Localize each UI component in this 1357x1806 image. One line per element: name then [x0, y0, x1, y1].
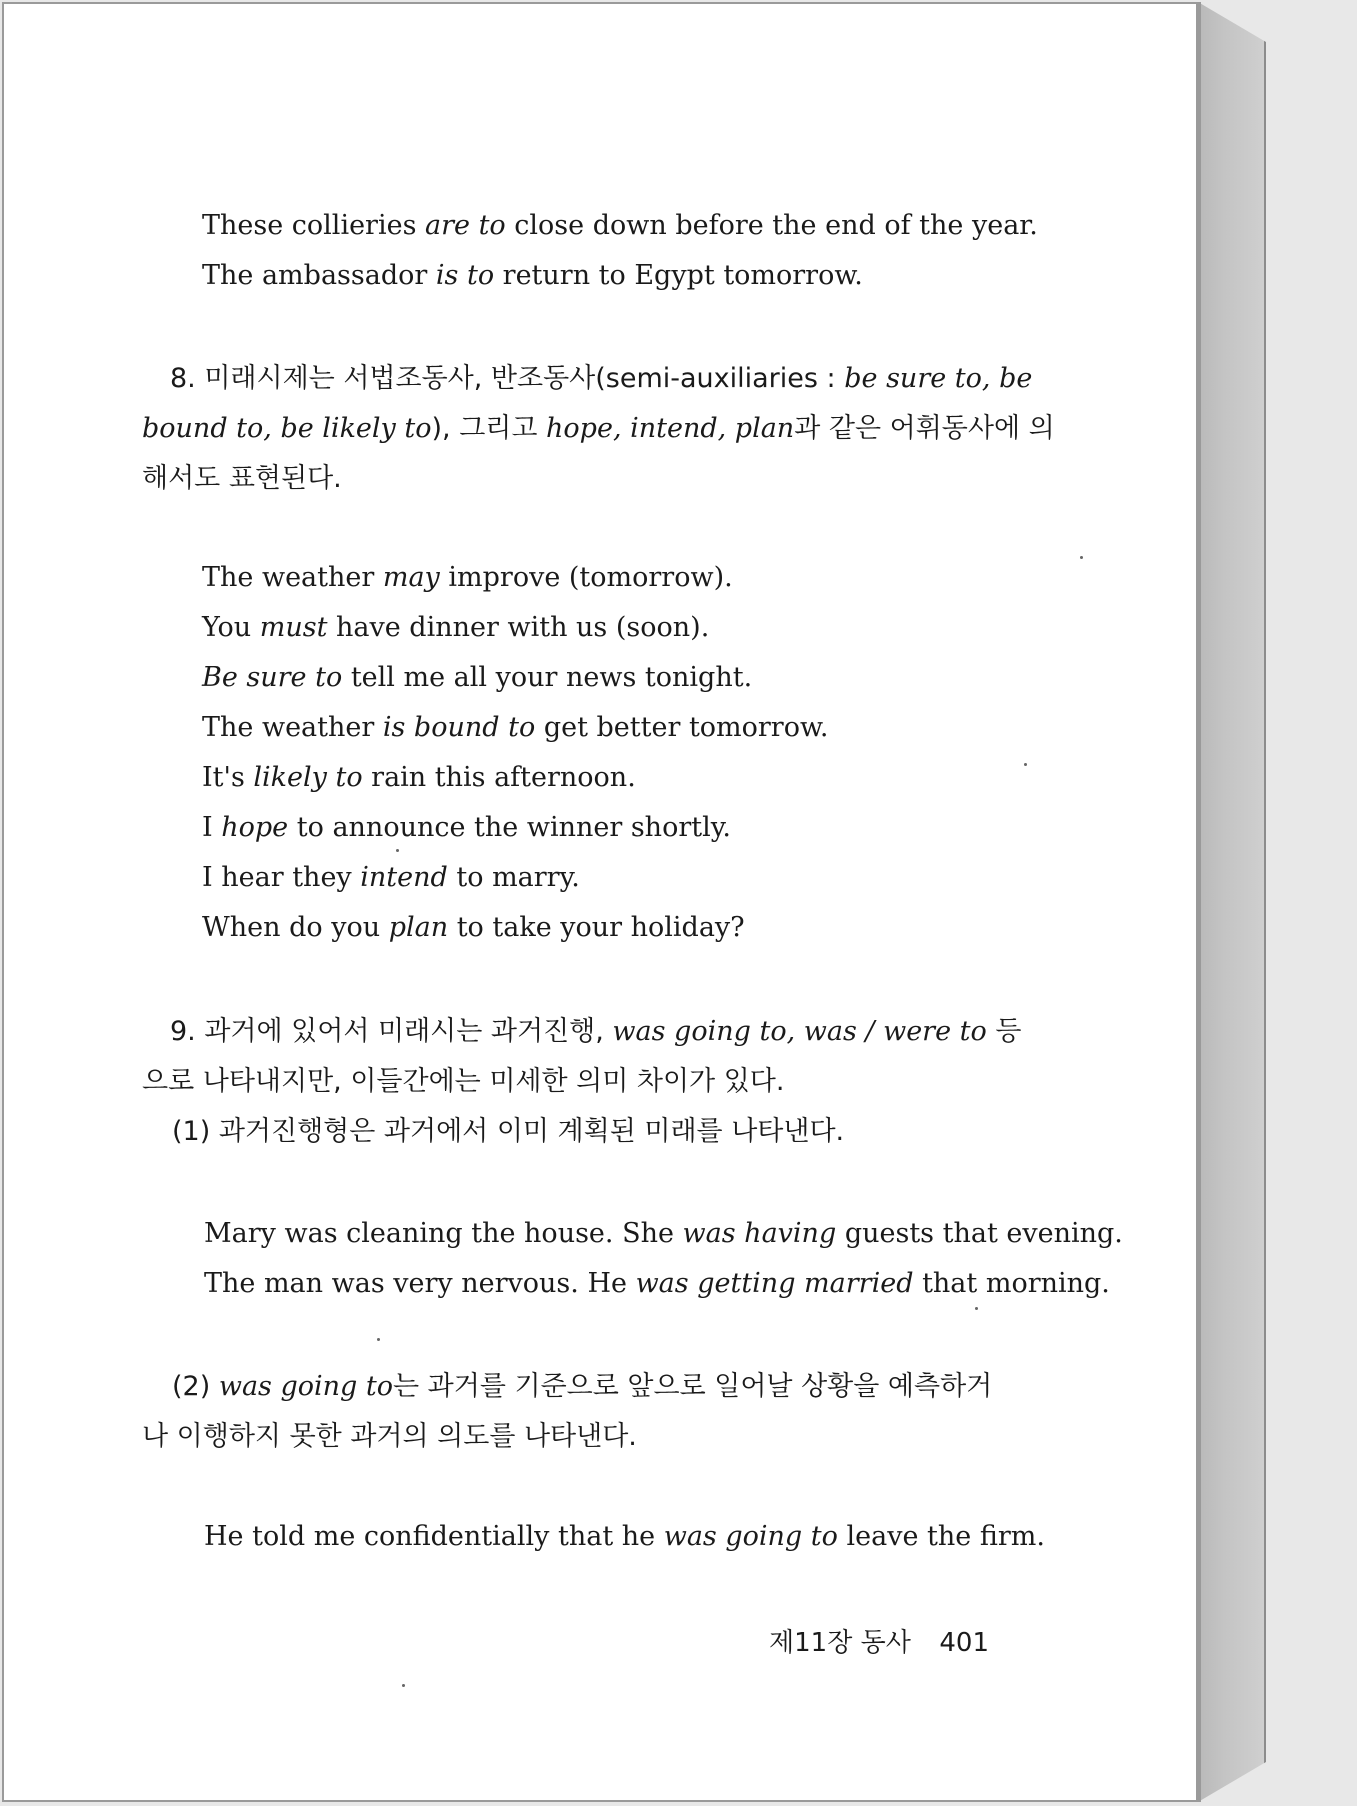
section8-line1 — [170, 362, 1032, 396]
sub2-line2: 나 이행하지 못한 과거의 의도를 나타낸다. — [142, 1421, 637, 1452]
paragraph-emphasis: hope, intend, plan — [546, 413, 795, 444]
section9-line2: 으로 나타내지만, 이들간에는 미세한 의미 차이가 있다. — [142, 1066, 785, 1097]
example-text: He told me confidentially that he — [204, 1521, 664, 1552]
book-spine — [1198, 2, 1266, 1802]
example-text: to marry. — [447, 862, 580, 893]
paragraph-text: ), 그리고 — [431, 413, 547, 444]
example-sentence — [202, 209, 1038, 243]
sub2-line1 — [172, 1370, 992, 1404]
example-emphasis: Be sure to — [202, 662, 343, 693]
example-sentence — [204, 1267, 1110, 1301]
page-number: 401 — [939, 1628, 989, 1658]
paragraph-emphasis: was going to — [218, 1371, 394, 1402]
scan-speck — [396, 849, 399, 852]
example-text: guests that evening. — [836, 1218, 1123, 1249]
example-emphasis: are to — [425, 210, 506, 241]
example-emphasis: hope — [221, 812, 289, 843]
example-text: It's — [202, 762, 254, 793]
example-sentence — [202, 711, 828, 745]
example-text: When do you — [202, 912, 389, 943]
example-emphasis: is bound to — [382, 712, 536, 743]
example-text: I — [202, 812, 222, 843]
scan-speck — [1080, 556, 1083, 559]
example-text: that morning. — [913, 1268, 1110, 1299]
example-text: Mary was cleaning the house. She — [204, 1218, 683, 1249]
example-sentence — [202, 561, 733, 595]
scan-speck — [377, 1338, 380, 1341]
example-sentence — [202, 259, 863, 293]
section8-line3: 해서도 표현된다. — [142, 463, 342, 494]
example-text: The weather — [202, 712, 383, 743]
example-emphasis: may — [382, 562, 440, 593]
example-text: You — [202, 612, 260, 643]
example-sentence — [202, 861, 580, 895]
example-emphasis: likely to — [253, 762, 363, 793]
paragraph-text: 는 과거를 기준으로 앞으로 일어날 상황을 예측하거 — [393, 1371, 993, 1402]
example-text: The weather — [202, 562, 383, 593]
paragraph-text: 과 같은 어휘동사에 의 — [794, 413, 1055, 444]
paragraph-emphasis: bound to, be likely to — [142, 413, 432, 444]
example-text: These collieries — [202, 210, 426, 241]
example-text: get better tomorrow. — [535, 712, 829, 743]
example-text: I hear they — [202, 862, 361, 893]
scan-speck — [402, 1684, 405, 1687]
example-text: improve (tomorrow). — [439, 562, 733, 593]
example-text: tell me all your news tonight. — [342, 662, 753, 693]
example-sentence — [202, 611, 709, 645]
example-sentence — [202, 761, 636, 795]
chapter-title: 제11장 동사 — [769, 1628, 911, 1658]
section9-line1 — [170, 1015, 1021, 1049]
scan-speck — [1024, 763, 1027, 766]
paragraph-emphasis: was going to, was / were to — [612, 1016, 987, 1047]
example-text: to announce the winner shortly. — [288, 812, 731, 843]
example-emphasis: plan — [388, 912, 449, 943]
example-sentence — [202, 911, 745, 945]
example-text: have dinner with us (soon). — [327, 612, 710, 643]
section9-sub1: (1) 과거진행형은 과거에서 이미 계획된 미래를 나타낸다. — [172, 1116, 845, 1147]
paragraph-text: (2) — [172, 1371, 219, 1402]
example-emphasis: was going to — [663, 1521, 838, 1552]
example-sentence — [202, 811, 731, 845]
example-text: to take your holiday? — [448, 912, 745, 943]
example-sentence — [204, 1217, 1123, 1251]
paragraph-text: 8. 미래시제는 서법조동사, 반조동사(semi-auxiliaries : — [170, 363, 845, 394]
spine-edge — [1198, 2, 1201, 1802]
example-emphasis: was getting married — [635, 1268, 914, 1299]
example-text: The ambassador — [202, 260, 436, 291]
paragraph-emphasis: be sure to, be — [844, 363, 1033, 394]
example-text: The man was very nervous. He — [204, 1268, 636, 1299]
example-emphasis: was having — [682, 1218, 837, 1249]
section8-line2 — [142, 412, 1055, 446]
paragraph-text: 9. 과거에 있어서 미래시는 과거진행, — [170, 1016, 613, 1047]
paragraph-text: 등 — [986, 1016, 1022, 1047]
example-emphasis: intend — [360, 862, 448, 893]
example-text: rain this afternoon. — [362, 762, 636, 793]
example-emphasis: is to — [435, 260, 495, 291]
example-sentence — [204, 1520, 1045, 1554]
example-emphasis: must — [259, 612, 328, 643]
example-text: close down before the end of the year. — [505, 210, 1038, 241]
example-sentence — [202, 661, 752, 695]
example-text: return to Egypt tomorrow. — [494, 260, 863, 291]
example-text: leave the firm. — [837, 1521, 1045, 1552]
page-footer — [769, 1622, 989, 1659]
scan-speck — [975, 1307, 978, 1310]
